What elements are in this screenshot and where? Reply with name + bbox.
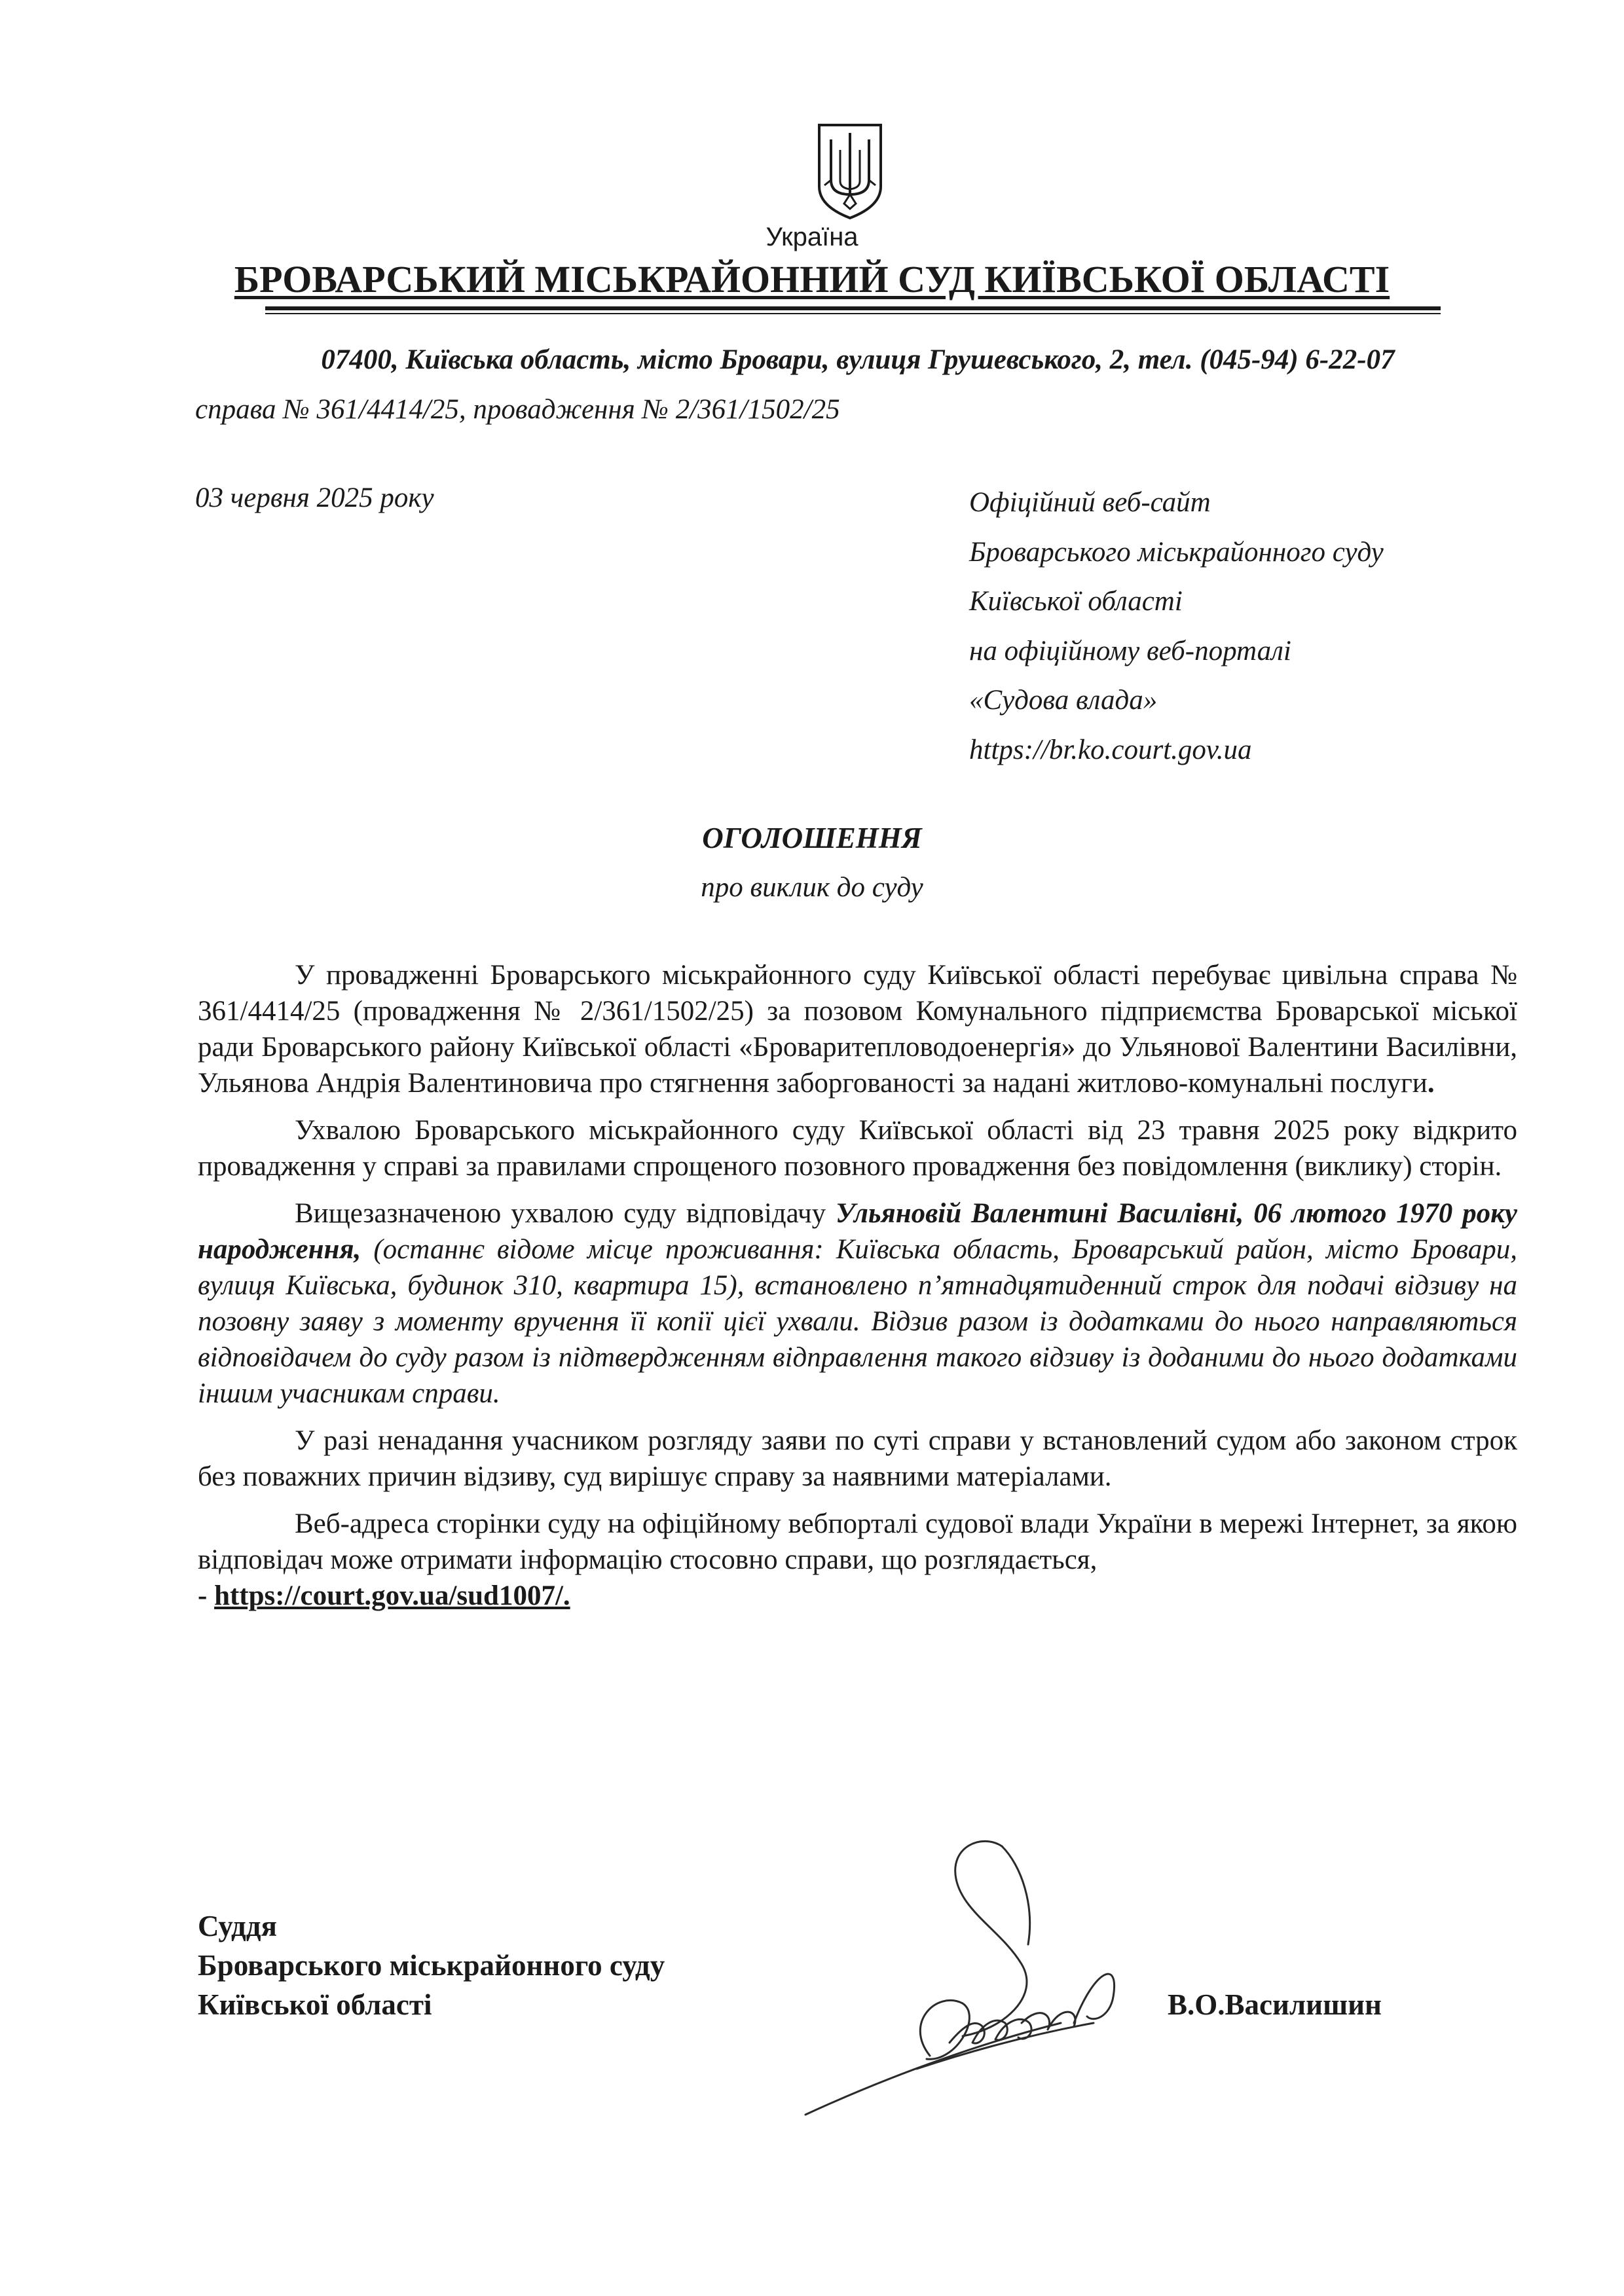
court-address: 07400, Київська область, місто Бровари, вулиця Грушевського, 2, тел. (045-94) 6-22-07 xyxy=(321,344,1395,375)
paragraph-end: . xyxy=(1427,1068,1435,1099)
paragraph-defendant xyxy=(198,1195,1517,1412)
header-divider-thin xyxy=(265,313,1441,314)
defendant-name: Ульяновій Валентині Василівні, 06 лютого 1970 року народження, xyxy=(198,1198,1518,1265)
addressee-line: Київської області xyxy=(969,586,1183,617)
notice-body xyxy=(198,957,1517,1625)
judge-title-line: Суддя xyxy=(198,1910,277,1942)
paragraph-text: Веб-адреса сторінки суду на офіційному вебпорталі судової влади України в мережі Інтернет, за якою відповідач може отримати інформацію стосовно справи, що розглядається, xyxy=(198,1508,1517,1575)
addressee-line: «Судова влада» xyxy=(969,685,1158,716)
notice-title: ОГОЛОШЕННЯ xyxy=(702,822,922,854)
tryzub-emblem-icon xyxy=(815,121,885,221)
judge-title-line: Київської області xyxy=(198,1988,432,2021)
judge-name: В.О.Василишин xyxy=(1168,1988,1382,2021)
paragraph-consequence: У разі ненадання учасником розгляду заяви по суті справи у встановлений судом або законом строк без поважних причин відзиву, суд вирішує справу за наявними матеріалами. xyxy=(198,1425,1517,1492)
document-date: 03 червня 2025 року xyxy=(195,483,434,513)
addressee-line: Броварського міськрайонного суду xyxy=(969,536,1384,568)
paragraph-text: У провадженні Броварського міськрайонного суду Київської області перебуває цивільна справа № 361/4414/25 (провадження № 2/361/1502/25) за позовом Комунального підприємства Броварської міської ради Броварського району Київської області «Броваритепловодоенергія» до Ульянової Валентини Василівни, Ульянова Андрія Валентиновича про стягнення заборгованості за надані житлово-комунальні послуги xyxy=(198,960,1517,1099)
addressee-line: на офіційному веб-порталі xyxy=(969,635,1291,666)
paragraph-details: (останнє відоме місце проживання: Київська область, Броварський район, місто Бровари, вулиця Київська, будинок 310, квартира 15), встановлено п’ятнадцятиденний строк для подачі відзиву на позовну заяву з моменту вручення її копії цієї ухвали. Відзив разом із додатками до нього направляються відповідачем до суду разом із підтвердженням відправлення такого відзиву із доданими до нього додатками іншим учасникам справи. xyxy=(198,1234,1517,1409)
notice-subtitle: про виклик до суду xyxy=(701,872,923,903)
case-reference: справа № 361/4414/25, провадження № 2/361/1502/25 xyxy=(195,394,840,425)
header-divider xyxy=(265,306,1441,310)
handwritten-signature-icon xyxy=(786,1807,1231,2160)
paragraph-web-address xyxy=(198,1506,1517,1614)
paragraph-ruling: Ухвалою Броварського міськрайонного суду Київської області від 23 травня 2025 року відкрито провадження у справі за правилами спрощеного позовного провадження без повідомлення (виклику) сторін. xyxy=(198,1115,1517,1182)
paragraph-lead: Вищезазначеною ухвалою суду відповідачу xyxy=(295,1198,826,1229)
dash: - xyxy=(198,1580,215,1611)
court-name: БРОВАРСЬКИЙ МІСЬКРАЙОННИЙ СУД КИЇВСЬКОЇ ОБЛАСТІ xyxy=(234,258,1390,301)
paragraph-proceedings xyxy=(198,957,1517,1101)
country-label: Україна xyxy=(766,223,858,251)
judge-title-block xyxy=(198,1906,665,2024)
addressee-block xyxy=(969,478,1559,774)
addressee-url: https://br.ko.court.gov.ua xyxy=(969,734,1252,765)
judge-title-line: Броварського міськрайонного суду xyxy=(198,1949,665,1982)
court-page-link[interactable]: https://court.gov.ua/sud1007/. xyxy=(214,1580,570,1611)
addressee-line: Офіційний веб-сайт xyxy=(969,487,1211,518)
